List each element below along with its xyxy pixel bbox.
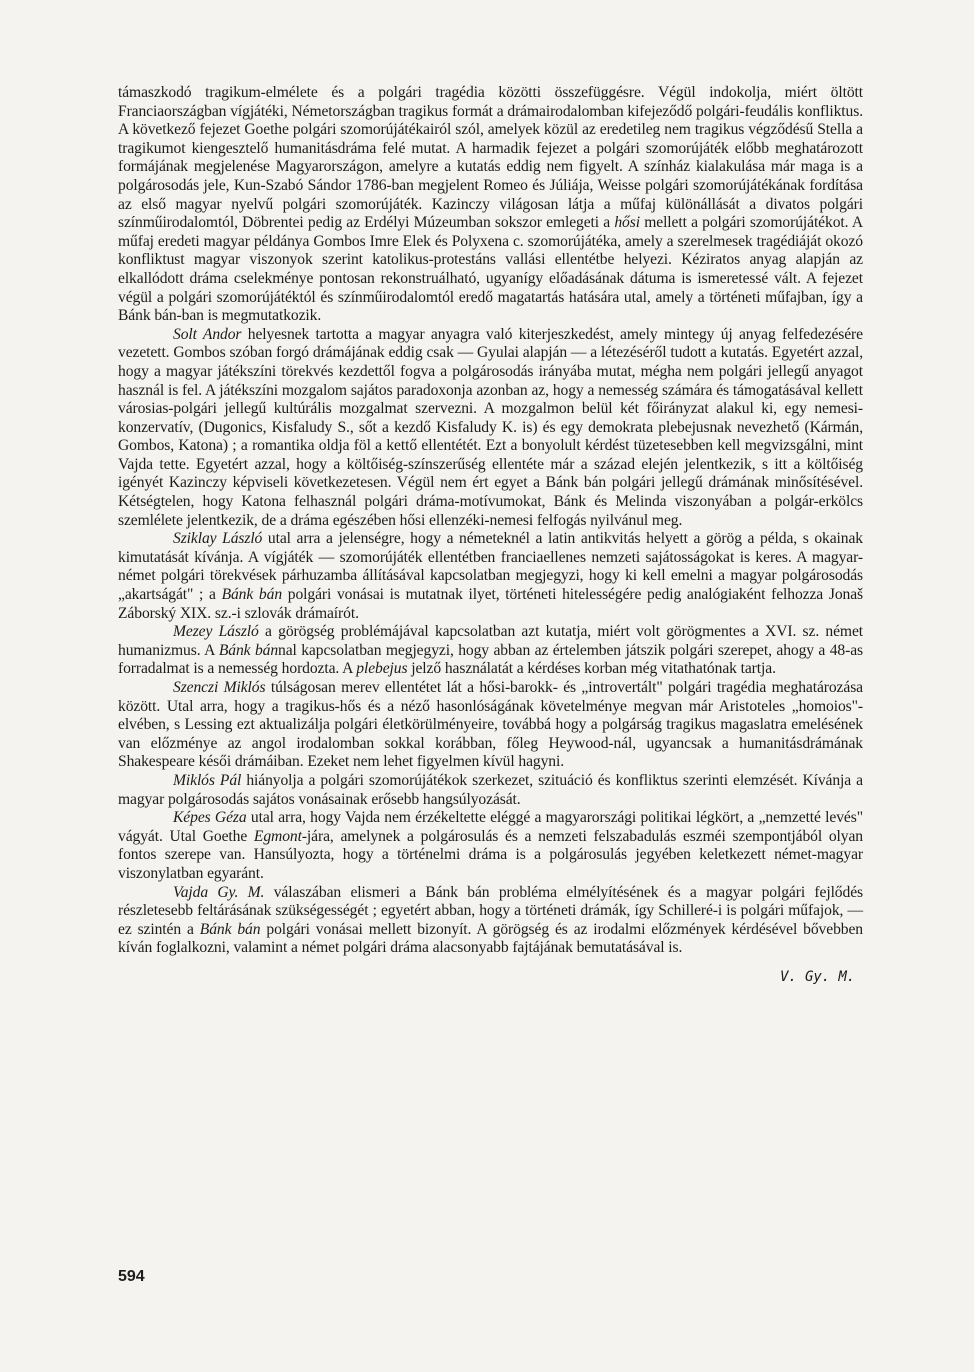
text-run: a görögség problémájával kapcsolatban azt kutatja, miért volt görögmentes a XVI. sz. német humanizmus. A	[118, 623, 864, 659]
italic-text: Sziklay László	[173, 530, 263, 548]
italic-text: Képes Géza	[173, 809, 247, 827]
page-number: 594	[118, 1268, 145, 1285]
italic-text: Vajda Gy. M.	[173, 883, 265, 901]
paragraph	[118, 623, 863, 679]
italic-text: Miklós Pál	[173, 771, 242, 789]
italic-text: Mezey László	[173, 623, 259, 641]
text-run: polgári vonásai is mutatnak ilyet, történeti hitelességére pedig analógiaként felhozza Jonaš Záborský XIX. sz.-i szlovák drámaírót.	[118, 586, 864, 622]
text-run: támaszkodó tragikum-elmélete és a polgári tragédia közötti összefüggésre. Végül indokolja, miért öltött Franciaországban vígjátéki, Németországban tragikus formát a drámairodalomban kifejeződő polgári-feudális konfliktus. A következő fejezet Goethe polgári szomorújátékairól szól, amelyek közül az eredetileg nem tragikus végződésű Stella a tragikumot kiengesztelő humanitásdráma felé mutat. A harmadik fejezet a polgári szomorújáték előbb meghatározott formájának megjelenése Magyarországon, amelyre a kutatás eddig nem figyelt. A színház kialakulása már maga is a polgárosodás jele, Kun-Szabó Sándor 1786-ban megjelent Romeo és Júliája, Weisse polgári szomorújátékának fordítása az első magyar nyelvű polgári szomorújáték. Kazinczy világosan látja a műfaj különállását a divatos polgári színműirodalomtól, Döbrentei pedig az Erdélyi Múzeumban sokszor emlegeti a	[118, 84, 863, 232]
signature: V. Gy. M.	[780, 968, 855, 985]
italic-text: Bánk bán	[218, 641, 279, 659]
body-text	[118, 84, 863, 987]
italic-text: Bánk bán	[199, 920, 261, 938]
italic-text: Solt Andor	[173, 325, 242, 343]
text-run: polgári vonásai mellett bizonyít. A görögség és az irodalmi előzmények kérdésével bővebben kíván foglalkozni, valamint a német polgári dráma alacsonyabb fajtájának bemutatásával is.	[118, 920, 863, 957]
text-run: nal kapcsolatban megjegyzi, hogy abban az értelemben játszik polgári szerepet, ahogy a 48-as forradalmat is a nemesség hordozta. A	[118, 641, 863, 678]
paragraph	[118, 679, 863, 772]
italic-text: Egmont	[253, 827, 302, 845]
paragraph	[118, 84, 863, 326]
paragraph	[118, 884, 863, 958]
text-run: mellett a polgári szomorújátékot. A műfaj eredeti magyar példánya Gombos Imre Elek és Polyxena c. szomorújátéka, amely a szerelmesek tragédiáját okozó konfliktust magyar viszonyok szerint katolikus-protestáns vallási ellentétbe helyezi. Kéziratos anyag alapján az elkallódott dráma cselekménye pontosan rekonstruálható, ugyanígy előadásának dátuma is ismeretessé vált. A fejezet végül a polgári szomorújátéktól és színműirodalomtól eredő magatartás hatására utal, amely a történeti műfajban, így a Bánk bán-ban is megmutatkozik.	[118, 214, 863, 325]
paragraph	[118, 809, 863, 883]
text-run: utal arra, hogy Vajda nem érzékeltette eléggé a magyarországi politikai légkört, a „nemzetté levés" vágyát. Utal Goethe	[118, 809, 863, 845]
italic-text: Szenczi Miklós	[173, 679, 266, 696]
text-run: -jára, amelynek a polgárosulás és a nemzeti felszabadulás eszméi szempontjából olyan fontos szerepe van. Hansúlyozta, hogy a történelmi dráma is a polgárosulás jegyében keletkezett német-magyar viszonylatban egyaránt.	[118, 827, 863, 882]
text-run: helyesnek tartotta a magyar anyagra való kiterjeszkedést, amely mintegy új anyag felfedezésére vezetett. Gombos szóban forgó drámájának eddig csak — Gyulai alapján — a létezéséről tudott a kutatás. Egyetért azzal, hogy a magyar játékszíni törekvés kezdettől fogva a polgárosodás irányába mutat, mégha nem polgári jellegű anyagot használ is fel. A játékszíni mozgalom sajátos paradoxonja azonban az, hogy a nemesség számára és támogatásával kellett városias-polgári jellegű kultúrális mozgalmat szervezni. A mozgalmon belül két főirányzat alakul ki, egy nemesi-konzervatív, (Dugonics, Kisfaludy S., sőt a kezdő Kisfaludy K. is) és egy demokrata plebejusnak nevezhető (Kármán, Gombos, Katona) ; a romantika oldja föl a kettő ellentétét. Ezt a bonyolult kérdést tüzetesebben kell megvizsgálni, mint Vajda tette. Egyetért azzal, hogy a költőiség-színszerűség ellentéte már a század elején jelentkezik, s itt a költőiség igényét Kazinczy képviseli következetesen. Végül nem ért egyet a Bánk bán polgári jellegű drámának minősítésével. Kétségtelen, hogy Katona felhasznál polgári dráma-motívumokat, Bánk és Melinda viszonyában a polgár-erkölcs szemlélete jelentkezik, de a dráma egészében hősi ellenzéki-nemesi felfogás nyilvánul meg.	[118, 325, 863, 529]
text-run: hiányolja a polgári szomorújátékok szerkezet, szituáció és konfliktus szerinti elemzését. Kívánja a magyar polgárosodás sajátos vonásainak erősebb hangsúlyozását.	[118, 771, 863, 808]
text-run: válaszában elismeri a Bánk bán probléma elmélyítésének és a magyar polgári fejlődés részletesebb feltárásának szükségességét ; egyetért abban, hogy a történeti drámák, így Schilleré-i is polgári műfajok, — ez szintén a	[118, 883, 863, 938]
text-run: jelző használatát a kérdéses korban még vitathatónak tartja.	[407, 660, 776, 678]
paragraph	[118, 326, 863, 531]
text-run: túlságosan merev ellentétet lát a hősi-barokk- és „introvertált" polgári tragédia meghatározása között. Utal arra, hogy a tragikus-hős és a néző hasonlóságának követelménye megvan már Aristoteles „homoios"-elvében, s Lessing ezt aktualizálja polgári életkörülményeire, továbbá hogy a polgárság tragikus magaslatra emelésének van előzménye az angol irodalomban sokkal korábban, főleg Heywood-nál, ugyancsak a humanitásdrámának Shakespeare késői drámáiban. Ezeket nem lehet figyelmen kívül hagyni.	[118, 679, 863, 771]
italic-text: plebejus	[356, 660, 408, 678]
paragraph	[118, 772, 863, 809]
italic-text: hősi	[614, 214, 640, 232]
text-run: utal arra a jelenségre, hogy a németeknél a latin antikvitás helyett a görög a példa, s okainak kimutatását kívánja. A vígjáték — szomorújáték ellentétben franciaellenes nemzeti sajátosságokat is keres. A magyar-német polgári törekvések párhuzamba állításával kapcsolatban megjegyzi, hogy ki kell emelni a magyar polgárosodás „akartságát" ; a	[118, 530, 864, 604]
paragraph	[118, 530, 863, 623]
italic-text: Bánk bán	[221, 586, 283, 604]
